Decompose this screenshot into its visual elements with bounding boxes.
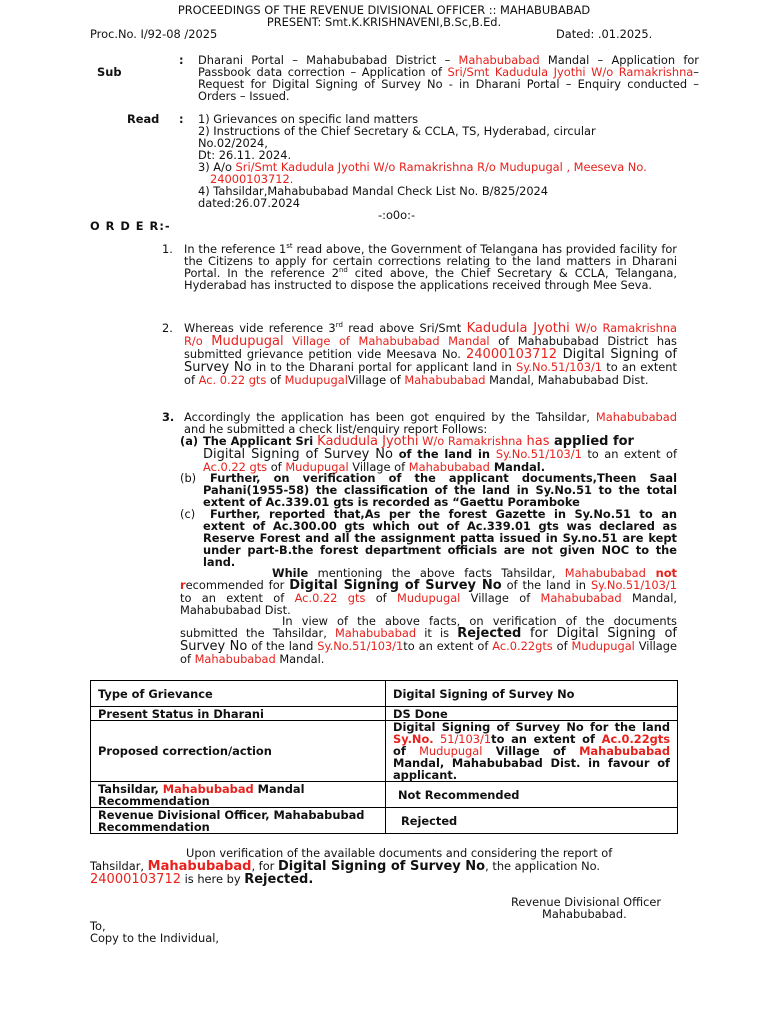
table-cell-value: Rejected	[386, 808, 678, 834]
signature-title: Revenue Divisional Officer	[511, 895, 662, 909]
table-cell-value: Digital Signing of Survey No	[386, 681, 678, 707]
separator: -:o0o:-	[378, 208, 416, 222]
reference-4-date: dated:26.07.2024	[198, 196, 300, 210]
proc-number: Proc.No. I/92-08 /2025	[90, 27, 218, 41]
reference-2-date: Dt: 26.11. 2024.	[198, 148, 292, 162]
table-row	[91, 707, 678, 721]
while-paragraph: While mentioning the above facts Tahsildar, Mahabubabad not recommended for Digital Signing of Survey No of the land in Sy.No.51/103/1 to an extent of Ac.0.22 gts of Mudupugal Village of Mahabubabad Mandal, Mahabubabad Dist.	[180, 566, 677, 617]
para-3-intro: Accordingly the application has been got enquired by the Tahsildar, Mahabubabad and he submitted a check list/enquiry report Follows:	[184, 410, 677, 436]
reference-2: 2) Instructions of the Chief Secretary & CCLA, TS, Hyderabad, circular No.02/2024,	[198, 124, 596, 150]
read-colon: :	[179, 112, 184, 126]
item-a: The Applicant Sri Kadudula Jyothi W/o Ramakrishna has applied for Digital Signing of Survey No of the land in Sy.No.51/103/1 to an extent of Ac.0.22 gts of Mudupugal Village of Mahabubabad Mandal.	[203, 434, 678, 474]
table-cell-key: Revenue Divisional Officer, Mahababubad Recommendation	[91, 808, 386, 834]
to-label: To,	[90, 919, 106, 933]
para-1: In the reference 1st read above, the Government of Telangana has provided facility for the Citizens to apply for certain corrections relating to the land matters in Dharani Portal. In the reference 2nd cited above, the Chief Secretary & CCLA, Telangana, Hyderabad has instructed to dispose the applications received through Mee Seva.	[184, 242, 677, 292]
date: Dated: .01.2025.	[556, 27, 653, 41]
para-3-number: 3.	[162, 410, 175, 424]
reference-list	[198, 113, 658, 161]
sub-label: Sub	[97, 65, 122, 79]
table-row	[91, 681, 678, 707]
item-b-label: (b)	[180, 471, 197, 485]
item-c-label: (c)	[180, 507, 196, 521]
read-label: Read	[127, 112, 160, 126]
table-cell-key: Proposed correction/action	[91, 721, 386, 782]
subject-text: Dharani Portal – Mahabubabad District – Mahabubabad Mandal – Application for Passbook data correction – Application of Sri/Smt Kadudula Jyothi W/o Ramakrishna– Request for Digital Signing of Survey No - in Dharani Portal – Enquiry conducted – Orders – Issued.	[198, 53, 699, 103]
item-c: Further, reported that,As per the forest Gazette in Sy.No.51 to an extent of Ac.300.00 gts which out of Ac.339.01 gts was declared as Reserve Forest and all the assignment patta issued in Sy.no.51 are kept under part-B.the forest department officials are not given NOC to the land.	[203, 507, 677, 569]
signature-place: Mahabubabad.	[542, 907, 627, 921]
final-order: Upon verification of the available documents and considering the report of Tahsildar, Mahabubabad, for Digital Signing of Survey No, the application No. 24000103712 is here by Rejected.	[90, 846, 613, 887]
table-cell-value: Digital Signing of Survey No for the land Sy.No. 51/103/1to an extent of Ac.0.22gts of Mudupugal Village of Mahabubabad Mandal, Mahabubabad Dist. in favour of applicant.	[386, 721, 678, 782]
reference-3-meeseva: 24000103712.	[210, 172, 294, 186]
table-cell-value: Not Recommended	[386, 782, 678, 808]
reference-1: 1) Grievances on specific land matters	[198, 112, 419, 126]
table-row	[91, 721, 678, 782]
reference-3: 3) A/o Sri/Smt Kadudula Jyothi W/o Ramakrishna R/o Mudupugal , Meeseva No.	[198, 160, 647, 174]
view-paragraph: In view of the above facts, on verification of the documents submitted the Tahsildar, Mahabubabad it is Rejected for Digital Signing of Survey No of the land Sy.No.51/103/1to an extent of Ac.0.22gts of Mudupugal Village of Mahabubabad Mandal.	[180, 614, 678, 666]
header-title: PROCEEDINGS OF THE REVENUE DIVISIONAL OFFICER :: MAHABUBABAD	[177, 3, 591, 17]
table-cell-key: Tahsildar, Mahabubabad Mandal Recommendation	[91, 782, 386, 808]
reference-4: 4) Tahsildar,Mahabubabad Mandal Check List No. B/825/2024	[198, 184, 549, 198]
table-row	[91, 782, 678, 808]
header-present: PRESENT: Smt.K.KRISHNAVENI,B.Sc,B.Ed.	[266, 15, 502, 29]
para-2-number: 2.	[162, 321, 173, 335]
grievance-table	[90, 680, 678, 834]
sub-colon: :	[179, 53, 184, 67]
table-cell-key: Present Status in Dharani	[91, 707, 386, 721]
table-cell-value: DS Done	[386, 707, 678, 721]
item-b: Further, on verification of the applicant documents,Theen Saal Pahani(1955-58) the classification of the land in Sy.No.51 to the total extent of Ac.339.01 gts is recorded as “Gaettu Poramboke	[203, 471, 677, 509]
para-2: Whereas vide reference 3rd read above Sri/Smt Kadudula Jyothi W/o Ramakrishna R/o Mudupugal Village of Mahabubabad Mandal of Mahabubabad District has submitted grievance petition vide Meesava No. 24000103712 Digital Signing of Survey No in to the Dharani portal for applicant land in Sy.No.51/103/1 to an extent of Ac. 0.22 gts of MudupugalVillage of Mahabubabad Mandal, Mahabubabad Dist.	[184, 321, 678, 387]
table-cell-key: Type of Grievance	[91, 681, 386, 707]
para-1-number: 1.	[162, 242, 173, 256]
table-row	[91, 808, 678, 834]
copy-to: Copy to the Individual,	[90, 931, 219, 945]
order-heading: O R D E R:-	[90, 219, 171, 233]
item-a-label: (a)	[180, 434, 199, 448]
